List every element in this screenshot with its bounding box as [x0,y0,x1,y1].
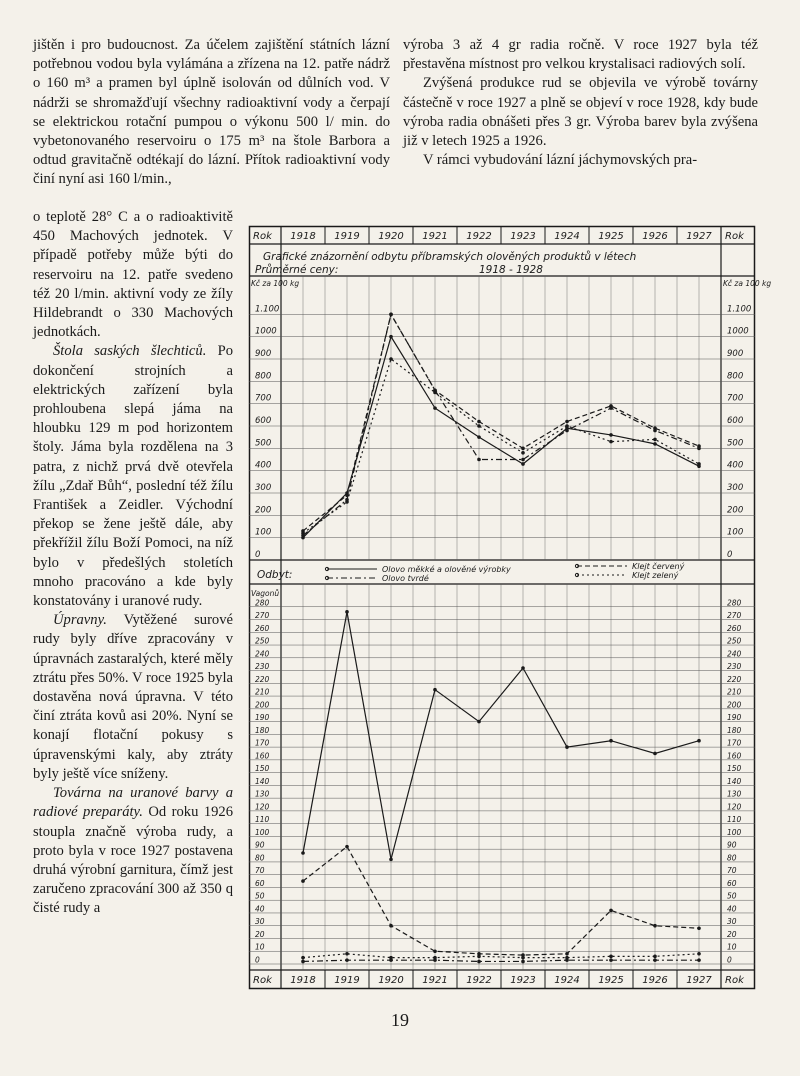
year-label-top: 1920 [378,231,404,242]
price-tick-left: 800 [255,371,272,382]
sales-tick-right: 200 [727,700,742,710]
price-tick-left: 900 [255,349,272,359]
sales-tick-right: 260 [727,623,742,633]
sales-data-point [389,924,393,928]
price-data-point [521,447,525,451]
sales-tick-right: 40 [727,904,737,914]
sales-tick-left: 240 [255,649,270,659]
sales-tick-right: 240 [727,649,742,659]
sales-data-point [697,952,701,956]
price-panel-label: Průměrné ceny: [255,264,339,276]
sales-data-point [477,960,481,964]
sales-tick-left: 200 [255,700,270,710]
paragraph-stola [33,342,233,611]
sales-tick-right: 30 [727,917,737,927]
sales-tick-right: 20 [727,929,737,939]
sales-data-point [301,960,305,964]
price-unit-label-left: Kč za 100 kg [251,279,300,288]
paragraph-temperature: o teplotě 28° C a o radioaktivitě 450 Machových jednotek. V případě potřeby může býti do reservoiru na 12. patře svedeno též 20 l/min. aktivní vody ze žíly Hildebrandt o 330 Machových jednotkách. [33,209,233,341]
sales-tick-left: 130 [255,789,270,799]
price-data-point [653,426,657,430]
sales-tick-left: 20 [255,929,265,939]
sales-tick-right: 220 [727,674,742,684]
sales-tick-left: 260 [255,623,270,633]
year-label-bottom: 1920 [378,975,404,986]
sales-tick-right: 0 [727,955,732,965]
price-data-point [609,404,613,408]
year-label-top: 1921 [422,231,448,242]
sales-data-point [301,851,305,855]
paragraph-tovarna [33,784,233,918]
heading-tovarna: Továrna na uranové barvy a radiové preparáty. [33,785,233,821]
year-label-bottom: 1924 [554,975,580,986]
sales-data-point [653,924,657,928]
price-data-point [389,313,393,317]
sales-tick-right: 150 [727,764,742,774]
price-data-point [389,357,393,361]
price-tick-left: 700 [255,393,272,404]
left-column-narrow-text [33,208,233,919]
sales-data-point [433,688,437,692]
paragraph-upravny [33,611,233,784]
sales-tick-left: 10 [255,942,265,952]
sales-data-point [345,958,349,962]
price-data-point [521,462,525,466]
sales-chart [249,222,772,992]
legend-label: Olovo tvrdé [382,574,429,583]
sales-tick-left: 110 [255,815,270,825]
price-tick-left: 400 [255,460,272,471]
price-tick-left: 0 [255,550,261,560]
sales-tick-left: 280 [255,598,270,608]
corner-label-bottom-right: Rok [725,975,744,986]
sales-data-point [565,956,569,960]
page-number: 19 [391,1010,409,1030]
price-tick-right: 500 [727,438,744,449]
price-data-point [565,429,569,433]
legend-label: Olovo měkké a olověné výrobky [382,565,511,574]
price-data-point [697,444,701,448]
year-label-bottom: 1919 [334,975,360,986]
sales-data-point [565,745,569,749]
heading-stola: Štola saských šlechticů. [53,343,207,360]
price-data-point [345,493,349,497]
sales-data-point [697,739,701,743]
sales-data-point [521,956,525,960]
price-tick-right: 0 [727,550,733,560]
year-label-top: 1922 [466,231,492,242]
price-tick-left: 200 [255,505,272,516]
sales-data-point [697,958,701,962]
text-upravny: Vytěžené surové rudy byly dříve zpracovány v úpravnách zastaralých, které měly ztrátu přes 50%. V roce 1925 byla dostavěna nová úpravna. V této činí ztráta kovů asi 20%. Nyní se konají flotační pokusy s úpravenskými kaly, aby ztráty byly ještě více sníženy. [33,612,233,782]
price-tick-right: 600 [727,416,744,426]
chart-frame [250,227,755,989]
sales-data-point [609,958,613,962]
year-label-bottom: 1918 [290,975,316,986]
sales-tick-right: 70 [727,866,737,876]
price-tick-right: 100 [727,527,744,538]
year-label-bottom: 1926 [642,975,668,986]
sales-tick-right: 60 [727,878,737,888]
price-data-point [477,420,481,424]
sales-data-point [565,952,569,956]
sales-data-point [389,858,393,862]
sales-tick-left: 80 [255,853,265,863]
sales-tick-left: 170 [255,738,270,748]
text-tovarna: Od roku 1926 stoupla značně výroba rudy, a proto byla v roce 1927 postavena druhá výrobní garnitura, čímž jest zaručeno zpracování 300 až 350 q čisté rudy a [33,804,234,917]
sales-data-point [433,956,437,960]
price-data-point [609,433,613,437]
price-tick-right: 400 [727,460,744,471]
sales-tick-left: 120 [255,802,270,812]
sales-tick-right: 110 [727,815,742,825]
sales-data-point [345,952,349,956]
year-label-bottom: 1921 [422,975,448,986]
sales-tick-left: 90 [255,840,265,850]
heading-upravny: Úpravny. [53,612,107,629]
price-data-point [609,440,613,444]
paragraph-radium-output: výroba 3 až 4 gr radia ročně. V roce 1927 byla též přestavěna místnost pro velkou krystalisaci radiových solí. [403,37,758,73]
sales-data-point [345,610,349,614]
price-tick-left: 1.100 [255,304,280,315]
sales-unit-label: Vagonů [251,589,280,598]
paragraph-increased-production: Zvýšená produkce rud se objevila ve výrobě továrny částečně v roce 1927 a plně se objeví v roce 1928, kdy bude výroba radia obnášeti přes 3 gr. Výroba barev byla zvýšena již v letech 1925 a 1926. [403,75,758,150]
price-unit-label-right: Kč za 100 kg [723,279,772,288]
sales-tick-left: 270 [255,611,270,621]
sales-data-point [521,960,525,964]
price-data-point [521,458,525,462]
corner-label-top-left: Rok [253,231,272,242]
sales-tick-right: 140 [727,776,742,786]
sales-data-point [433,949,437,953]
year-label-top: 1919 [334,231,360,242]
paragraph-spa-development: V rámci vybudování lázní jáchymovských pra- [423,152,698,169]
year-label-top: 1927 [686,231,712,242]
chart-svg [249,222,772,992]
price-tick-right: 700 [727,393,744,404]
price-data-point [477,458,481,462]
price-tick-right: 1000 [727,326,749,337]
sales-data-point [609,909,613,913]
year-label-bottom: 1925 [598,975,624,986]
year-label-bottom: 1927 [686,975,712,986]
sales-tick-left: 30 [255,917,265,927]
price-data-point [301,531,305,535]
year-label-top: 1918 [290,231,316,242]
price-data-point [653,442,657,446]
sales-tick-left: 190 [255,713,270,723]
sales-tick-right: 160 [727,751,742,761]
year-label-top: 1924 [554,231,580,242]
left-column-top-text [33,36,390,190]
sales-tick-left: 160 [255,751,270,761]
sales-tick-right: 250 [727,636,742,646]
price-data-point [433,406,437,410]
price-tick-right: 1.100 [727,304,752,315]
sales-tick-left: 140 [255,776,270,786]
sales-tick-right: 180 [727,725,742,735]
sales-data-point [653,955,657,959]
sales-tick-right: 90 [727,840,737,850]
sales-tick-left: 70 [255,866,265,876]
sales-data-point [521,666,525,670]
price-tick-left: 600 [255,416,272,426]
sales-data-point [653,752,657,756]
sales-tick-left: 150 [255,764,270,774]
sales-tick-left: 60 [255,878,265,888]
price-data-point [433,391,437,395]
price-tick-right: 800 [727,371,744,382]
price-data-point [477,424,481,428]
price-tick-left: 500 [255,438,272,449]
sales-tick-right: 210 [727,687,742,697]
sales-data-point [477,720,481,724]
price-tick-left: 100 [255,527,272,538]
sales-data-point [609,739,613,743]
sales-data-point [345,845,349,849]
price-tick-left: 300 [255,483,272,493]
price-data-point [653,438,657,442]
price-tick-right: 300 [727,483,744,493]
text-stola: Po dokončení strojních a elektrických zařízení byla prohloubena slepá jáma na hloubku 129 m pod horizontem štoly. Jáma byla rozdělena na 3 patra, z nichž prvá dvě otevřela žílu „Zdař Bůh“, poslední též žílu František a Zeidler. Východní překop se žene ještě dále, aby překřížil žílu Boží Pomoci, na níž bylo v předešlých stoletích mnoho pracováno a kde byly konstatovány i uranové rudy. [33,343,234,610]
sales-tick-left: 50 [255,891,265,901]
paragraph-radioactive-water: jištěn i pro budoucnost. Za účelem zajištění státních lázní potřebnou vodou byla vylámána a zřízena na 12. patře nádrž o 160 m³ a pramen byl úplně isolován od důlních vod. V nádrži se shromažďují všechny radioaktivní vody a čerpají se elektrickou rotační pumpou o výkonu 500 l/ min. do vybetonovaného reservoiru o 175 m³ na štole Barbora a odtud gravitačně odtékají do lázní. Přítok radioaktivní vody činí nyní asi 160 l/min., [33,37,390,188]
sales-tick-left: 100 [255,827,270,837]
sales-tick-left: 0 [255,955,260,965]
price-tick-left: 1000 [255,326,277,337]
price-data-point [697,462,701,466]
sales-tick-left: 210 [255,687,270,697]
price-tick-right: 200 [727,505,744,516]
sales-tick-left: 250 [255,636,270,646]
corner-label-bottom-left: Rok [253,975,272,986]
legend-label: Klejt zelený [632,571,679,580]
sales-tick-right: 10 [727,942,737,952]
price-data-point [565,424,569,428]
legend-label: Klejt červený [632,562,685,571]
year-label-top: 1925 [598,231,624,242]
sales-data-point [301,956,305,960]
sales-tick-right: 50 [727,891,737,901]
sales-data-point [653,958,657,962]
sales-data-point [301,879,305,883]
year-label-top: 1923 [510,231,536,242]
sales-tick-left: 40 [255,904,265,914]
sales-tick-right: 190 [727,713,742,723]
sales-tick-left: 180 [255,725,270,735]
sales-tick-right: 170 [727,738,742,748]
sales-panel-label: Odbyt: [257,569,293,581]
price-data-point [477,435,481,439]
year-label-bottom: 1922 [466,975,492,986]
corner-label-top-right: Rok [725,231,744,242]
year-label-bottom: 1923 [510,975,536,986]
sales-data-point [477,955,481,959]
price-data-point [345,500,349,504]
chart-title: Grafické znázornění odbytu příbramských olověných produktů v létech [263,251,637,263]
sales-tick-right: 270 [727,611,742,621]
sales-tick-right: 230 [727,662,742,672]
sales-tick-right: 100 [727,827,742,837]
sales-data-point [609,955,613,959]
sales-data-point [389,956,393,960]
chart-title-years: 1918 - 1928 [479,264,543,276]
sales-tick-right: 280 [727,598,742,608]
year-label-top: 1926 [642,231,668,242]
sales-tick-right: 80 [727,853,737,863]
sales-tick-left: 220 [255,674,270,684]
sales-tick-right: 130 [727,789,742,799]
price-tick-right: 900 [727,349,744,359]
price-data-point [389,335,393,339]
sales-tick-right: 120 [727,802,742,812]
price-data-point [565,420,569,424]
sales-data-point [697,926,701,930]
price-data-point [521,451,525,455]
sales-tick-left: 230 [255,662,270,672]
right-column-text [403,36,758,170]
